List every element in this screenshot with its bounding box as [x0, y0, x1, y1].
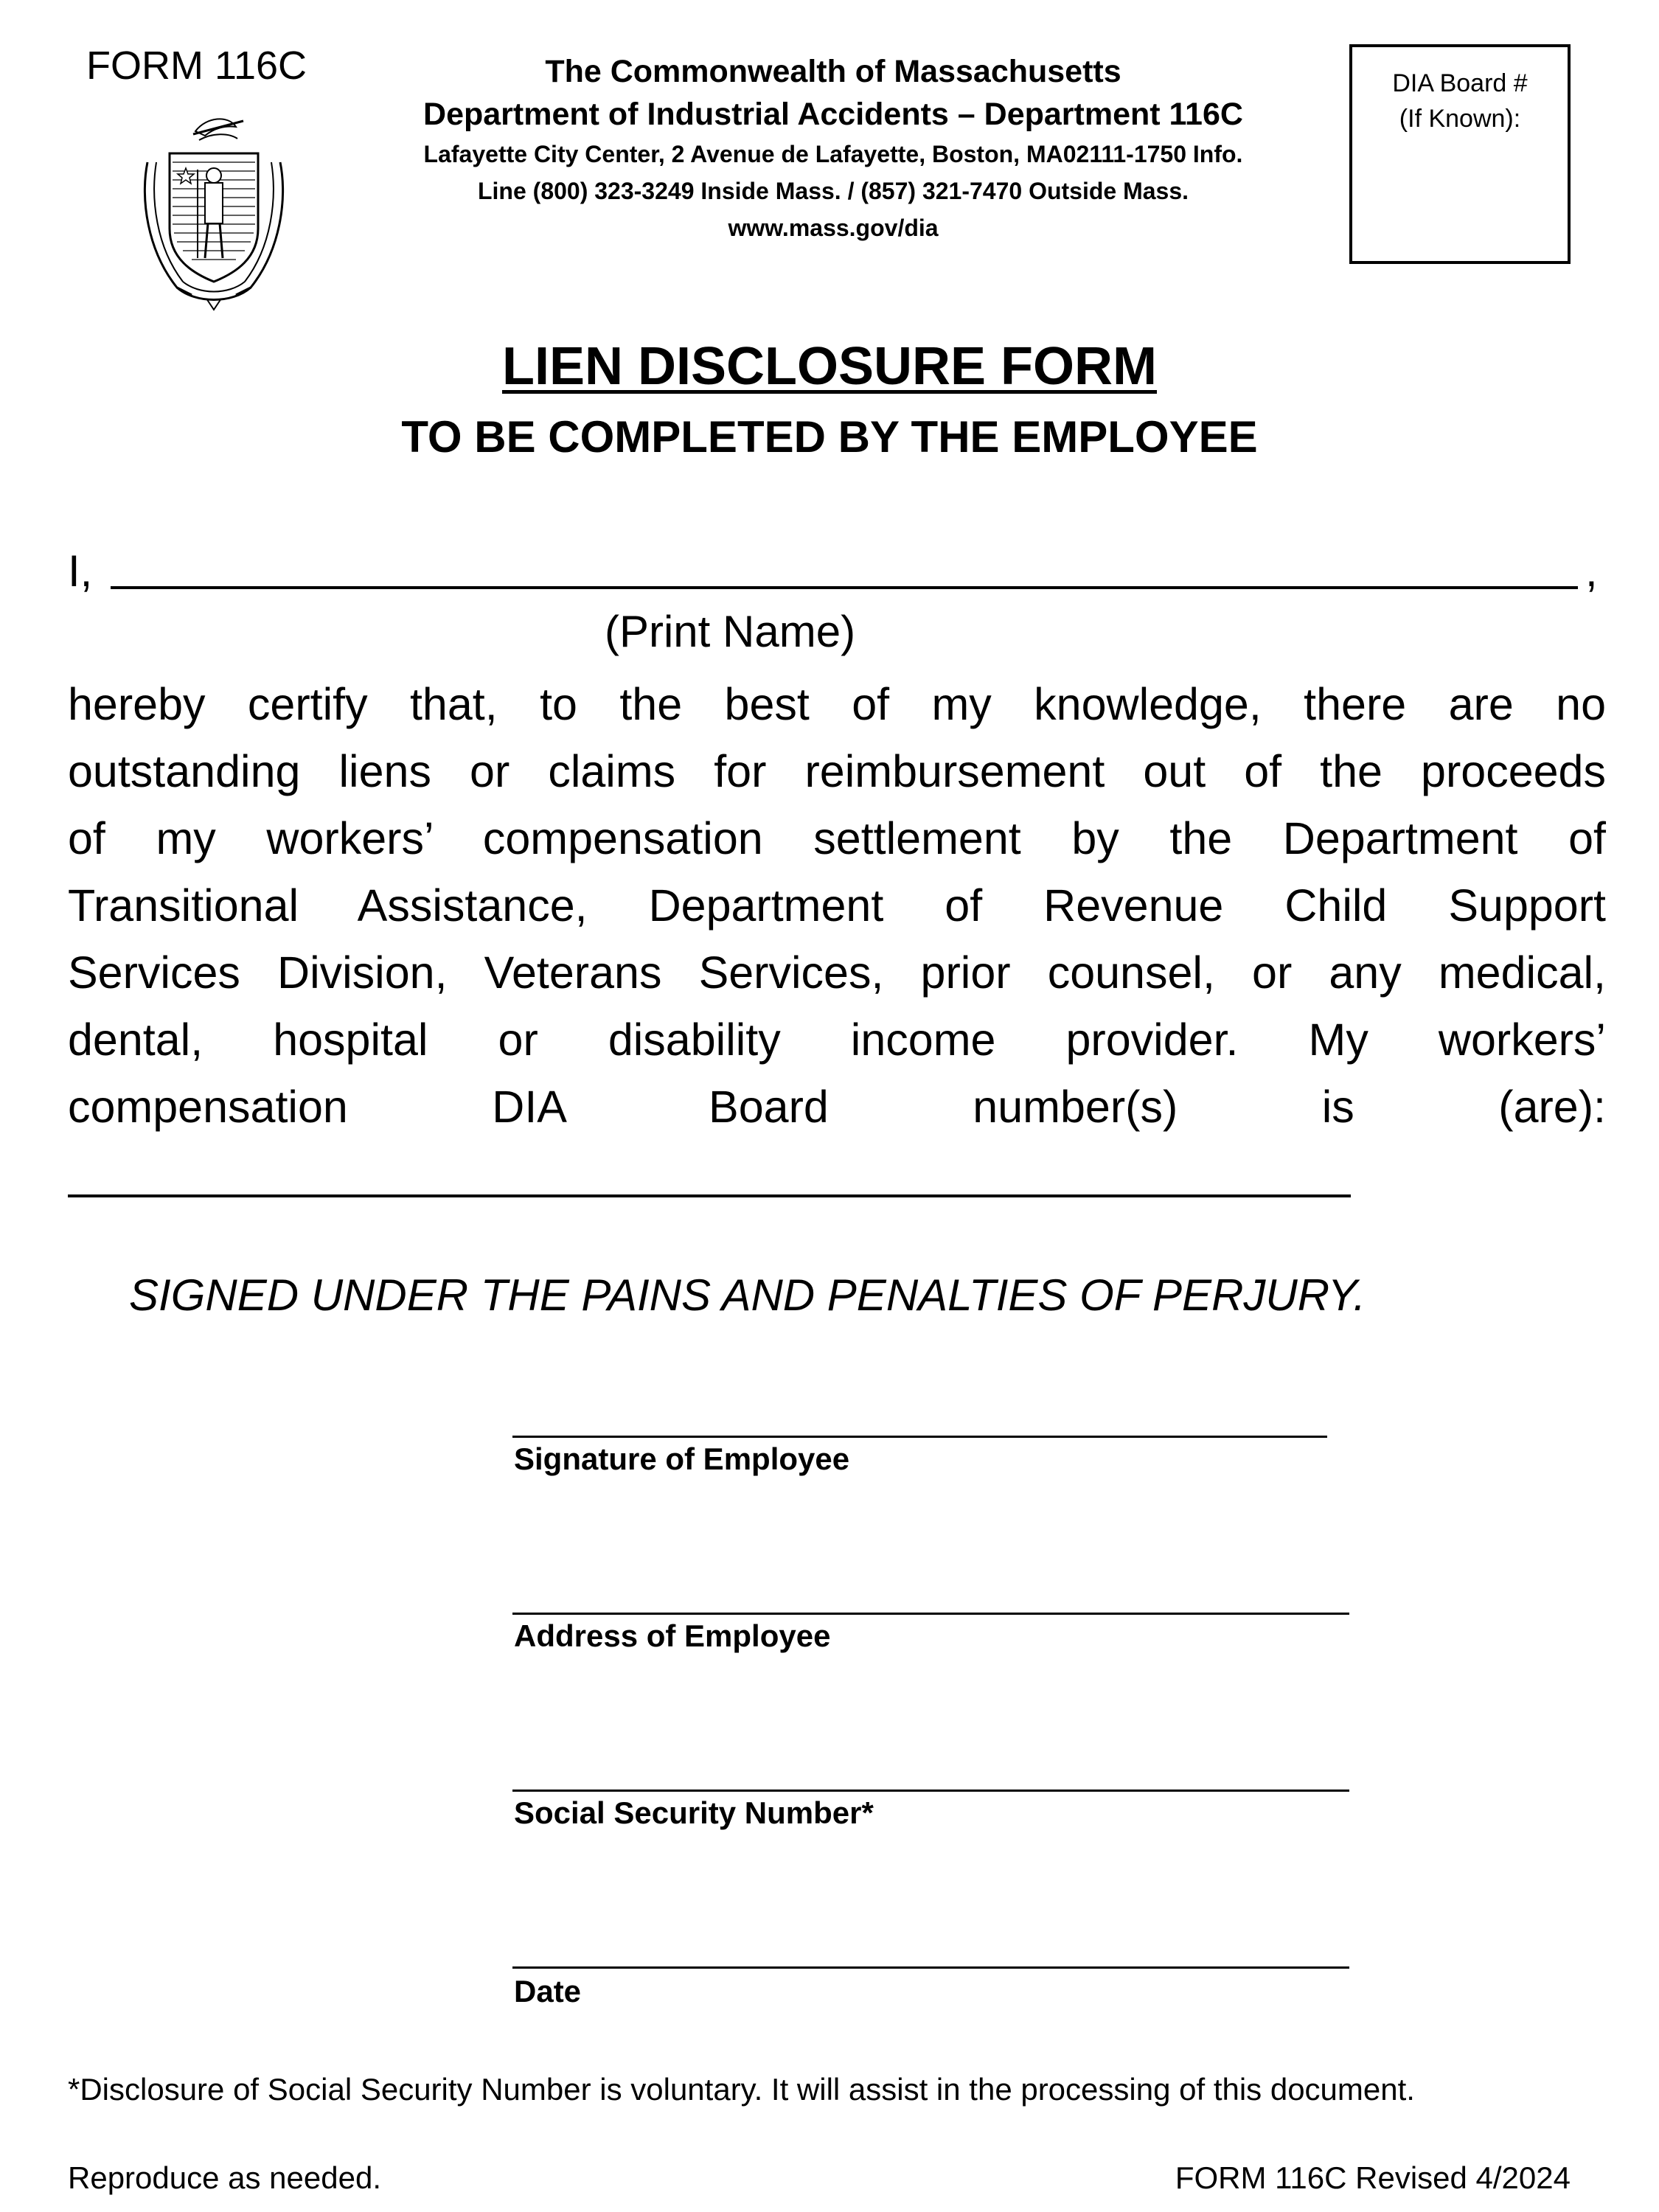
name-suffix: , — [1585, 546, 1598, 596]
signature-field[interactable] — [512, 1436, 1327, 1438]
form-title: LIEN DISCLOSURE FORM — [501, 337, 1157, 396]
dia-board-number-box[interactable] — [1349, 44, 1571, 264]
agency-name: The Commonwealth of Massachusetts — [545, 54, 1121, 89]
certification-line: hereby certify that, to the best of my knowledge, there are no — [68, 679, 1606, 729]
department-name: Department of Industrial Accidents – Department 116C — [423, 97, 1243, 132]
ssn-field[interactable] — [512, 1790, 1349, 1792]
ssn-footnote: *Disclosure of Social Security Number is voluntary. It will assist in the processing of this document. — [68, 2072, 1415, 2107]
perjury-statement: SIGNED UNDER THE PAINS AND PENALTIES OF PERJURY. — [129, 1270, 1366, 1320]
dia-board-number-field[interactable] — [68, 1194, 1351, 1197]
date-field[interactable] — [512, 1966, 1349, 1969]
name-prefix: I, — [68, 546, 93, 596]
form-code: FORM 116C — [86, 44, 307, 88]
print-name-field[interactable] — [111, 586, 1578, 589]
certification-paragraph — [68, 671, 1606, 1141]
revision-note: FORM 116C Revised 4/2024 — [1175, 2160, 1571, 2195]
certification-line: Transitional Assistance, Department of Revenue Child Support — [68, 880, 1606, 931]
ssn-label: Social Security Number* — [514, 1795, 874, 1830]
print-name-label: (Print Name) — [605, 607, 856, 656]
certification-line: outstanding liens or claims for reimbursement out of the proceeds — [68, 746, 1606, 796]
date-label: Date — [514, 1974, 582, 2008]
agency-website: www.mass.gov/dia — [728, 215, 939, 241]
form-subtitle: TO BE COMPLETED BY THE EMPLOYEE — [401, 412, 1258, 462]
certification-line: dental, hospital or disability income provider. My workers’ — [68, 1015, 1606, 1065]
certification-line: of my workers’ compensation settlement by the Department of — [68, 813, 1606, 863]
agency-phone: Line (800) 323-3249 Inside Mass. / (857) 321-7470 Outside Mass. — [477, 178, 1189, 204]
board-box-label: DIA Board # — [1392, 69, 1528, 97]
reproduce-note: Reproduce as needed. — [68, 2160, 381, 2195]
address-field[interactable] — [512, 1613, 1349, 1615]
certification-line: compensation DIA Board number(s) is (are): — [68, 1082, 1606, 1132]
address-label: Address of Employee — [514, 1618, 831, 1653]
agency-address: Lafayette City Center, 2 Avenue de Lafayette, Boston, MA02111-1750 Info. — [423, 141, 1243, 167]
certification-line: Services Division, Veterans Services, prior counsel, or any medical, — [68, 947, 1606, 998]
agency-header — [361, 50, 1305, 246]
massachusetts-seal-icon — [125, 111, 302, 313]
signature-label: Signature of Employee — [514, 1441, 850, 1476]
board-box-sublabel: (If Known): — [1399, 105, 1521, 133]
